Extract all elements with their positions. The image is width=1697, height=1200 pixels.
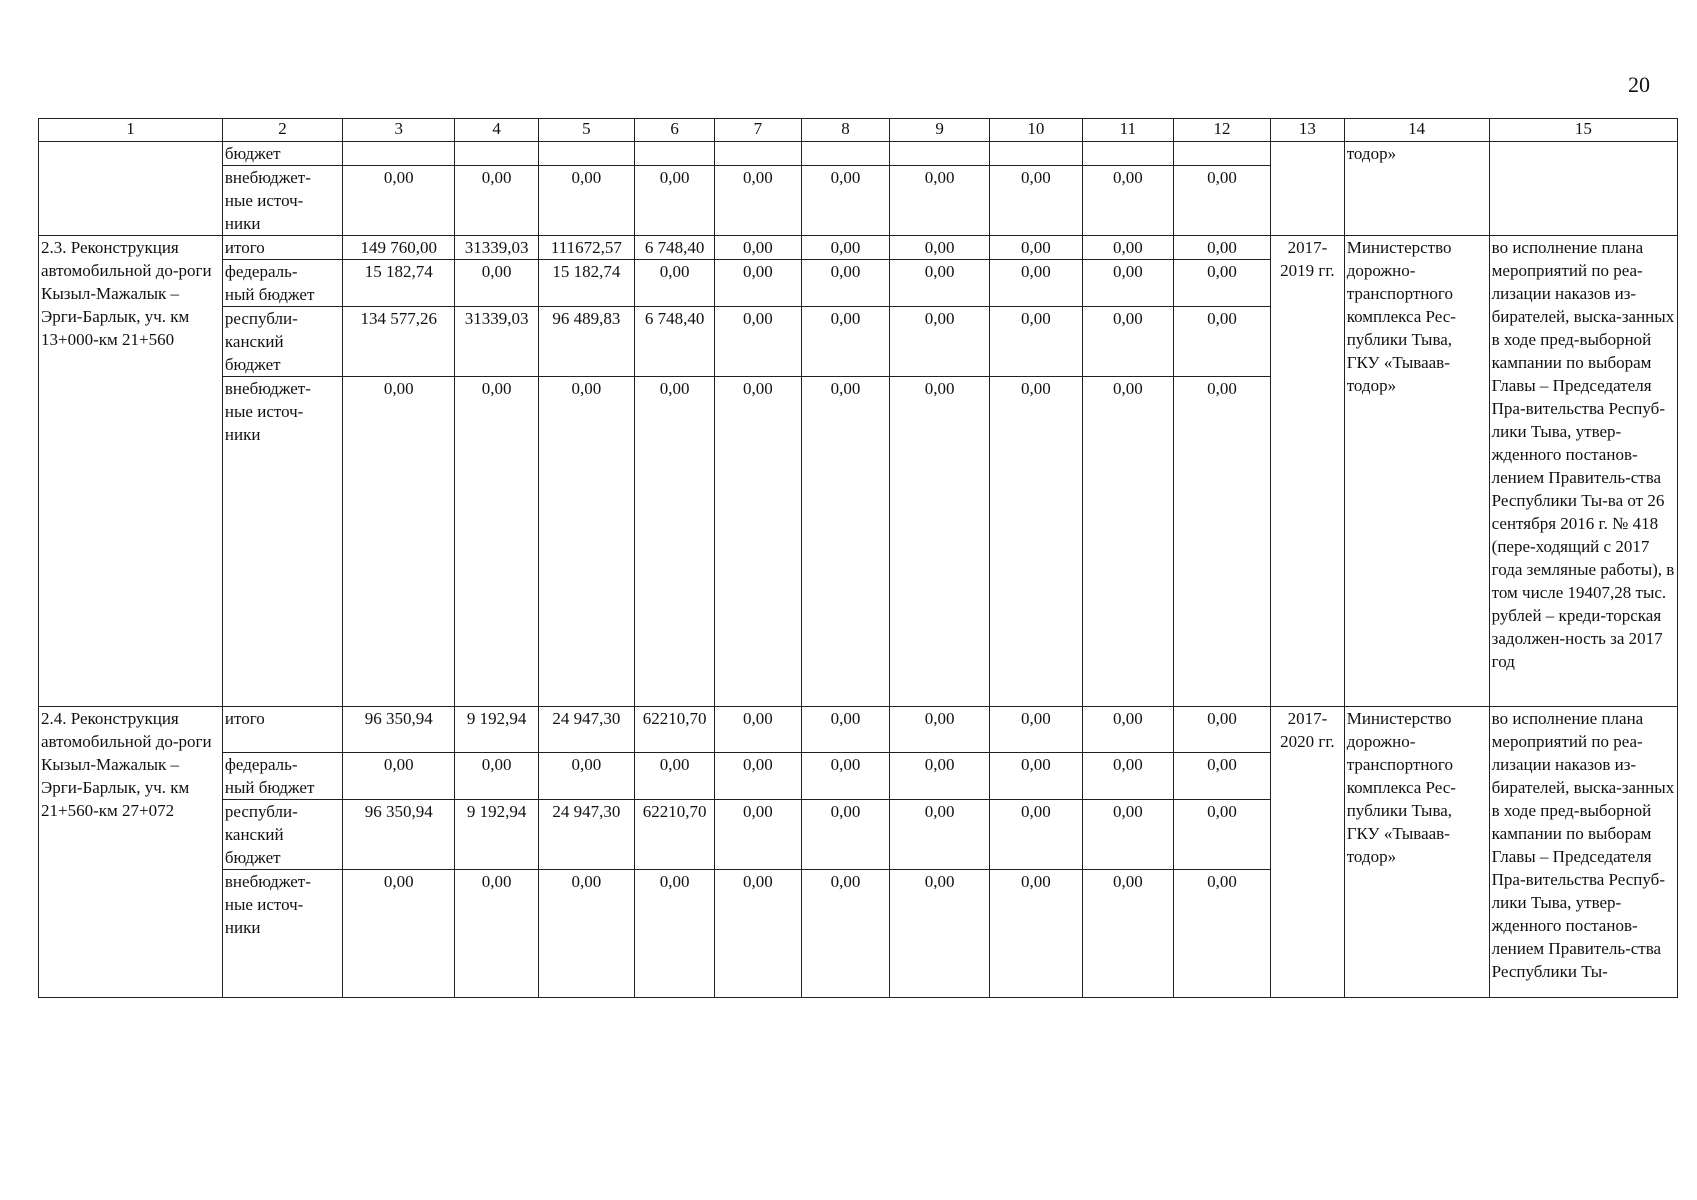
value-cell: 0,00 (455, 377, 538, 707)
value-cell: 134 577,26 (342, 307, 455, 377)
value-cell (989, 142, 1082, 166)
value-cell: 9 192,94 (455, 800, 538, 870)
value-cell: 0,00 (801, 753, 890, 800)
funding-source: внебюджет- ные источ- ники (222, 377, 342, 707)
value-cell: 0,00 (1082, 236, 1173, 260)
value-cell: 0,00 (890, 753, 990, 800)
value-cell: 0,00 (801, 236, 890, 260)
value-cell: 0,00 (1082, 166, 1173, 236)
funding-source: итого (222, 236, 342, 260)
funding-source: федераль- ный бюджет (222, 260, 342, 307)
period-cell (1271, 142, 1345, 236)
value-cell: 96 350,94 (342, 707, 455, 753)
value-cell: 0,00 (1082, 753, 1173, 800)
value-cell: 0,00 (538, 166, 634, 236)
table-row (39, 142, 1678, 166)
value-cell: 0,00 (635, 870, 715, 998)
value-cell: 0,00 (1173, 800, 1270, 870)
header-row (39, 119, 1678, 142)
value-cell: 0,00 (890, 260, 990, 307)
item-name-cell: 2.4. Реконструкция автомобильной до-роги Кызыл-Мажалык – Эрги-Барлык, уч. км 21+560-км 27+072 (39, 707, 223, 998)
page-number: 20 (1628, 72, 1650, 97)
value-cell: 0,00 (538, 753, 634, 800)
column-header: 1 (39, 119, 223, 142)
value-cell (715, 142, 802, 166)
value-cell: 31339,03 (455, 307, 538, 377)
value-cell: 0,00 (342, 166, 455, 236)
value-cell: 0,00 (635, 260, 715, 307)
value-cell: 0,00 (890, 707, 990, 753)
value-cell: 15 182,74 (538, 260, 634, 307)
funding-source: федераль- ный бюджет (222, 753, 342, 800)
value-cell: 0,00 (989, 166, 1082, 236)
funding-source: внебюджет- ные источ- ники (222, 870, 342, 998)
executor-cell: тодор» (1344, 142, 1489, 236)
value-cell: 0,00 (890, 166, 990, 236)
value-cell: 0,00 (801, 377, 890, 707)
value-cell: 0,00 (715, 260, 802, 307)
value-cell (635, 142, 715, 166)
value-cell: 0,00 (635, 377, 715, 707)
value-cell: 0,00 (342, 377, 455, 707)
funding-source: республи- канский бюджет (222, 307, 342, 377)
value-cell (1082, 142, 1173, 166)
value-cell: 0,00 (890, 377, 990, 707)
value-cell: 0,00 (890, 307, 990, 377)
value-cell: 62210,70 (635, 707, 715, 753)
funding-source: внебюджет- ные источ- ники (222, 166, 342, 236)
item-name-cell (39, 142, 223, 236)
value-cell: 62210,70 (635, 800, 715, 870)
value-cell: 0,00 (989, 260, 1082, 307)
value-cell: 0,00 (1173, 870, 1270, 998)
value-cell: 0,00 (801, 800, 890, 870)
value-cell: 6 748,40 (635, 236, 715, 260)
value-cell: 0,00 (635, 753, 715, 800)
column-header: 13 (1271, 119, 1345, 142)
value-cell: 0,00 (801, 707, 890, 753)
value-cell: 0,00 (989, 307, 1082, 377)
period-cell: 2017- 2020 гг. (1271, 707, 1345, 998)
value-cell: 0,00 (715, 800, 802, 870)
period-cell: 2017- 2019 гг. (1271, 236, 1345, 707)
value-cell: 0,00 (801, 260, 890, 307)
column-header: 2 (222, 119, 342, 142)
value-cell: 0,00 (1173, 260, 1270, 307)
funding-source: бюджет (222, 142, 342, 166)
value-cell: 0,00 (1173, 707, 1270, 753)
value-cell: 0,00 (989, 236, 1082, 260)
value-cell: 0,00 (715, 166, 802, 236)
column-header: 7 (715, 119, 802, 142)
table-row (39, 236, 1678, 260)
value-cell: 6 748,40 (635, 307, 715, 377)
value-cell: 0,00 (801, 166, 890, 236)
column-header: 9 (890, 119, 990, 142)
table-row (39, 707, 1678, 753)
value-cell: 0,00 (1173, 377, 1270, 707)
value-cell: 0,00 (801, 870, 890, 998)
value-cell: 0,00 (715, 753, 802, 800)
executor-cell: Министерство дорожно-транспортного комплекса Рес-публики Тыва, ГКУ «Тываав-тодор» (1344, 707, 1489, 998)
value-cell: 24 947,30 (538, 800, 634, 870)
value-cell: 9 192,94 (455, 707, 538, 753)
value-cell: 96 489,83 (538, 307, 634, 377)
value-cell: 0,00 (1173, 753, 1270, 800)
column-header: 10 (989, 119, 1082, 142)
value-cell: 0,00 (1082, 707, 1173, 753)
value-cell (890, 142, 990, 166)
value-cell: 0,00 (1082, 377, 1173, 707)
funding-source: итого (222, 707, 342, 753)
column-header: 8 (801, 119, 890, 142)
value-cell: 0,00 (635, 166, 715, 236)
column-header: 12 (1173, 119, 1270, 142)
value-cell: 0,00 (715, 870, 802, 998)
value-cell (455, 142, 538, 166)
value-cell: 0,00 (715, 707, 802, 753)
value-cell: 0,00 (455, 753, 538, 800)
executor-cell: Министерство дорожно-транспортного комплекса Рес-публики Тыва, ГКУ «Тываав-тодор» (1344, 236, 1489, 707)
value-cell: 0,00 (455, 870, 538, 998)
value-cell: 0,00 (890, 870, 990, 998)
column-header: 3 (342, 119, 455, 142)
column-header: 5 (538, 119, 634, 142)
value-cell: 24 947,30 (538, 707, 634, 753)
value-cell (538, 142, 634, 166)
column-header: 11 (1082, 119, 1173, 142)
value-cell: 111672,57 (538, 236, 634, 260)
value-cell: 0,00 (538, 377, 634, 707)
value-cell: 0,00 (989, 870, 1082, 998)
value-cell: 0,00 (1082, 260, 1173, 307)
note-cell (1489, 142, 1677, 236)
value-cell: 0,00 (1082, 870, 1173, 998)
value-cell: 0,00 (538, 870, 634, 998)
value-cell: 0,00 (890, 800, 990, 870)
value-cell: 0,00 (890, 236, 990, 260)
value-cell: 0,00 (455, 260, 538, 307)
value-cell: 0,00 (455, 166, 538, 236)
note-cell: во исполнение плана мероприятий по реа-лизации наказов из-бирателей, выска-занных в ходе пред-выборной кампании по выборам Главы – Председателя Пра-вительства Респуб-лики Тыва, утвер-жденного постанов-лением Правитель-ства Республики Ты-ва от 26 сентября 2016 г. № 418 (пере-ходящий с 2017 года земляные работы), в том числе 19407,28 тыс. рублей – креди-торская задолжен-ность за 2017 год (1489, 236, 1677, 707)
value-cell: 0,00 (1082, 800, 1173, 870)
value-cell: 0,00 (1173, 166, 1270, 236)
value-cell: 0,00 (801, 307, 890, 377)
value-cell: 0,00 (1082, 307, 1173, 377)
value-cell: 0,00 (989, 707, 1082, 753)
value-cell: 0,00 (989, 753, 1082, 800)
value-cell (1173, 142, 1270, 166)
note-cell: во исполнение плана мероприятий по реа-лизации наказов из-бирателей, выска-занных в ходе пред-выборной кампании по выборам Главы – Председателя Пра-вительства Респуб-лики Тыва, утвер-жденного постанов-лением Правитель-ства Республики Ты- (1489, 707, 1677, 998)
budget-table (38, 118, 1678, 998)
item-name-cell: 2.3. Реконструкция автомобильной до-роги Кызыл-Мажалык – Эрги-Барлык, уч. км 13+000-км 21+560 (39, 236, 223, 707)
column-header: 15 (1489, 119, 1677, 142)
column-header: 6 (635, 119, 715, 142)
value-cell: 0,00 (989, 377, 1082, 707)
value-cell: 0,00 (989, 800, 1082, 870)
value-cell: 31339,03 (455, 236, 538, 260)
column-header: 4 (455, 119, 538, 142)
value-cell: 0,00 (715, 377, 802, 707)
value-cell (342, 142, 455, 166)
value-cell: 0,00 (715, 236, 802, 260)
value-cell: 0,00 (1173, 236, 1270, 260)
value-cell: 15 182,74 (342, 260, 455, 307)
value-cell: 149 760,00 (342, 236, 455, 260)
value-cell: 96 350,94 (342, 800, 455, 870)
value-cell: 0,00 (342, 870, 455, 998)
funding-source: республи- канский бюджет (222, 800, 342, 870)
value-cell (801, 142, 890, 166)
value-cell: 0,00 (715, 307, 802, 377)
value-cell: 0,00 (1173, 307, 1270, 377)
value-cell: 0,00 (342, 753, 455, 800)
column-header: 14 (1344, 119, 1489, 142)
